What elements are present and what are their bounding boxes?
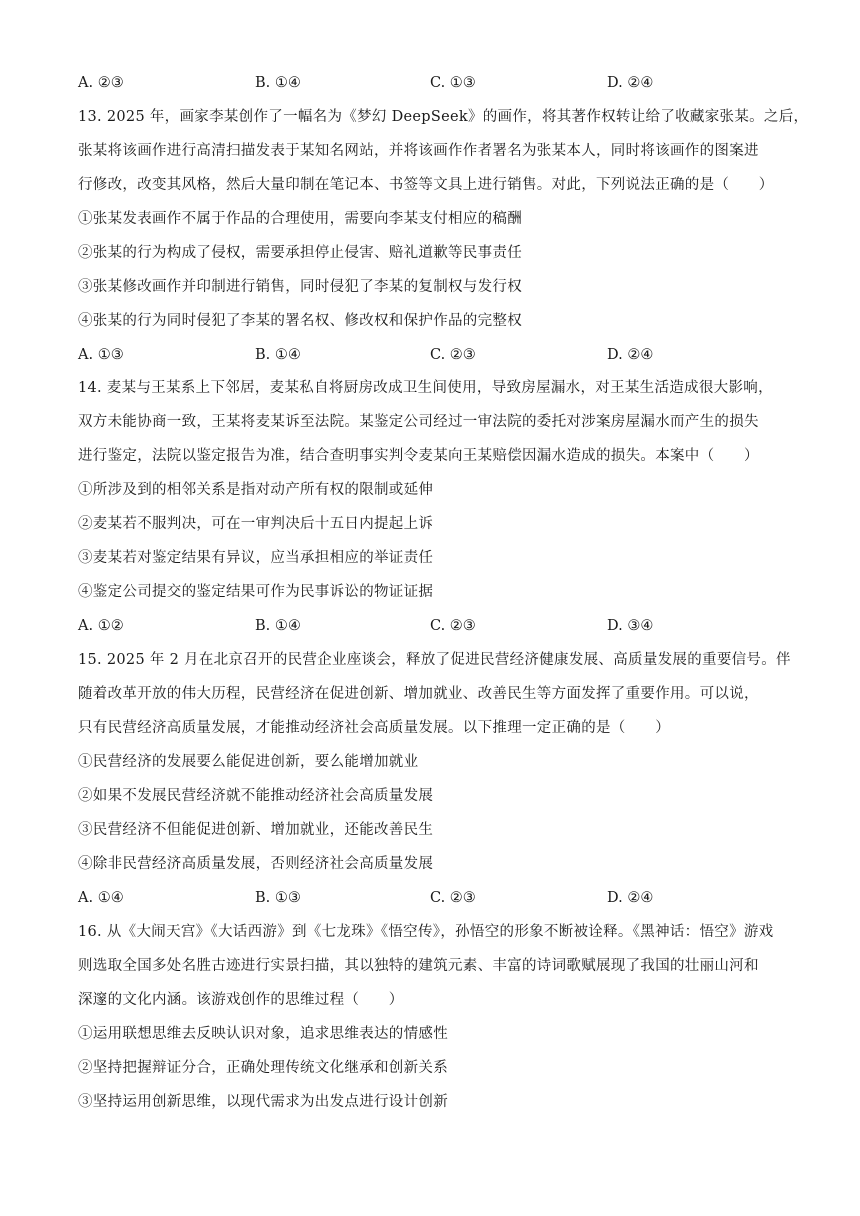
q15-stem-line-2: 随着改革开放的伟大历程，民营经济在促进创新、增加就业、改善民生等方面发挥了重要作用。可以说， <box>78 686 759 702</box>
q13-stem-line-2: 张某将该画作进行高清扫描发表于某知名网站，并将该画作作者署名为张某本人，同时将该画作的图案进 <box>78 143 759 159</box>
q15-item-2: ②如果不发展民营经济就不能推动经济社会高质量发展 <box>78 788 434 804</box>
q16-stem-line-1: 16. 从《大闹天宫》《大话西游》到《七龙珠》《悟空传》，孙悟空的形象不断被诠释。《黑神话：悟空》游戏 <box>78 924 774 940</box>
q13-option-c: C. ②③ <box>430 347 476 363</box>
q14-option-d: D. ③④ <box>607 618 654 634</box>
q15-option-c: C. ②③ <box>430 890 476 906</box>
q13-options <box>78 345 786 365</box>
q14-options <box>78 616 786 636</box>
q14-stem-line-2: 双方未能协商一致，王某将麦某诉至法院。某鉴定公司经过一审法院的委托对涉案房屋漏水而产生的损失 <box>78 414 759 430</box>
q15-option-d: D. ②④ <box>607 890 654 906</box>
q15-option-b: B. ①③ <box>255 890 301 906</box>
q14-option-a: A. ①② <box>78 618 124 634</box>
q13-item-4: ④张某的行为同时侵犯了李某的署名权、修改权和保护作品的完整权 <box>78 313 522 329</box>
q14-item-1: ①所涉及到的相邻关系是指对动产所有权的限制或延伸 <box>78 482 434 498</box>
q15-option-a: A. ①④ <box>78 890 124 906</box>
q12-option-c: C. ①③ <box>430 75 476 91</box>
q16-item-2: ②坚持把握辩证分合，正确处理传统文化继承和创新关系 <box>78 1060 448 1076</box>
q15-item-1: ①民营经济的发展要么能促进创新，要么能增加就业 <box>78 754 419 770</box>
q14-stem-line-1: 14. 麦某与王某系上下邻居，麦某私自将厨房改成卫生间使用，导致房屋漏水，对王某生活造成很大影响， <box>78 380 773 396</box>
q16-stem-line-2: 则选取全国多处名胜古迹进行实景扫描，其以独特的建筑元素、丰富的诗词歌赋展现了我国的壮丽山河和 <box>78 958 759 974</box>
q16-stem-line-3: 深邃的文化内涵。该游戏创作的思维过程（ ） <box>78 992 404 1008</box>
q12-option-a: A. ②③ <box>78 75 124 91</box>
q13-item-3: ③张某修改画作并印制进行销售，同时侵犯了李某的复制权与发行权 <box>78 279 522 295</box>
q14-option-c: C. ②③ <box>430 618 476 634</box>
q16-item-3: ③坚持运用创新思维，以现代需求为出发点进行设计创新 <box>78 1094 448 1110</box>
q15-options <box>78 888 786 908</box>
q14-item-4: ④鉴定公司提交的鉴定结果可作为民事诉讼的物证证据 <box>78 584 434 600</box>
q12-option-d: D. ②④ <box>607 75 654 91</box>
q13-option-a: A. ①③ <box>78 347 124 363</box>
q15-item-3: ③民营经济不但能促进创新、增加就业，还能改善民生 <box>78 822 434 838</box>
q13-item-1: ①张某发表画作不属于作品的合理使用，需要向李某支付相应的稿酬 <box>78 211 522 227</box>
q14-item-2: ②麦某若不服判决，可在一审判决后十五日内提起上诉 <box>78 516 434 532</box>
q13-item-2: ②张某的行为构成了侵权，需要承担停止侵害、赔礼道歉等民事责任 <box>78 245 522 261</box>
q13-stem-line-3: 行修改，改变其风格，然后大量印制在笔记本、书签等文具上进行销售。对此，下列说法正确的是（ ） <box>78 177 774 193</box>
q14-option-b: B. ①④ <box>255 618 301 634</box>
q15-stem-line-3: 只有民营经济高质量发展，才能推动经济社会高质量发展。以下推理一定正确的是（ ） <box>78 720 670 736</box>
q14-item-3: ③麦某若对鉴定结果有异议，应当承担相应的举证责任 <box>78 550 434 566</box>
q13-stem-line-1: 13. 2025 年，画家李某创作了一幅名为《梦幻 DeepSeek》的画作，将其著作权转让给了收藏家张某。之后， <box>78 109 809 125</box>
q15-stem-line-1: 15. 2025 年 2 月在北京召开的民营企业座谈会，释放了促进民营经济健康发展、高质量发展的重要信号。伴 <box>78 652 791 668</box>
q12-option-b: B. ①④ <box>255 75 301 91</box>
q12-options <box>78 73 786 93</box>
q13-option-d: D. ②④ <box>607 347 654 363</box>
q15-item-4: ④除非民营经济高质量发展，否则经济社会高质量发展 <box>78 856 434 872</box>
q16-item-1: ①运用联想思维去反映认识对象，追求思维表达的情感性 <box>78 1026 448 1042</box>
q13-option-b: B. ①④ <box>255 347 301 363</box>
q14-stem-line-3: 进行鉴定，法院以鉴定报告为准，结合查明事实判令麦某向王某赔偿因漏水造成的损失。本案中（ ） <box>78 448 759 464</box>
